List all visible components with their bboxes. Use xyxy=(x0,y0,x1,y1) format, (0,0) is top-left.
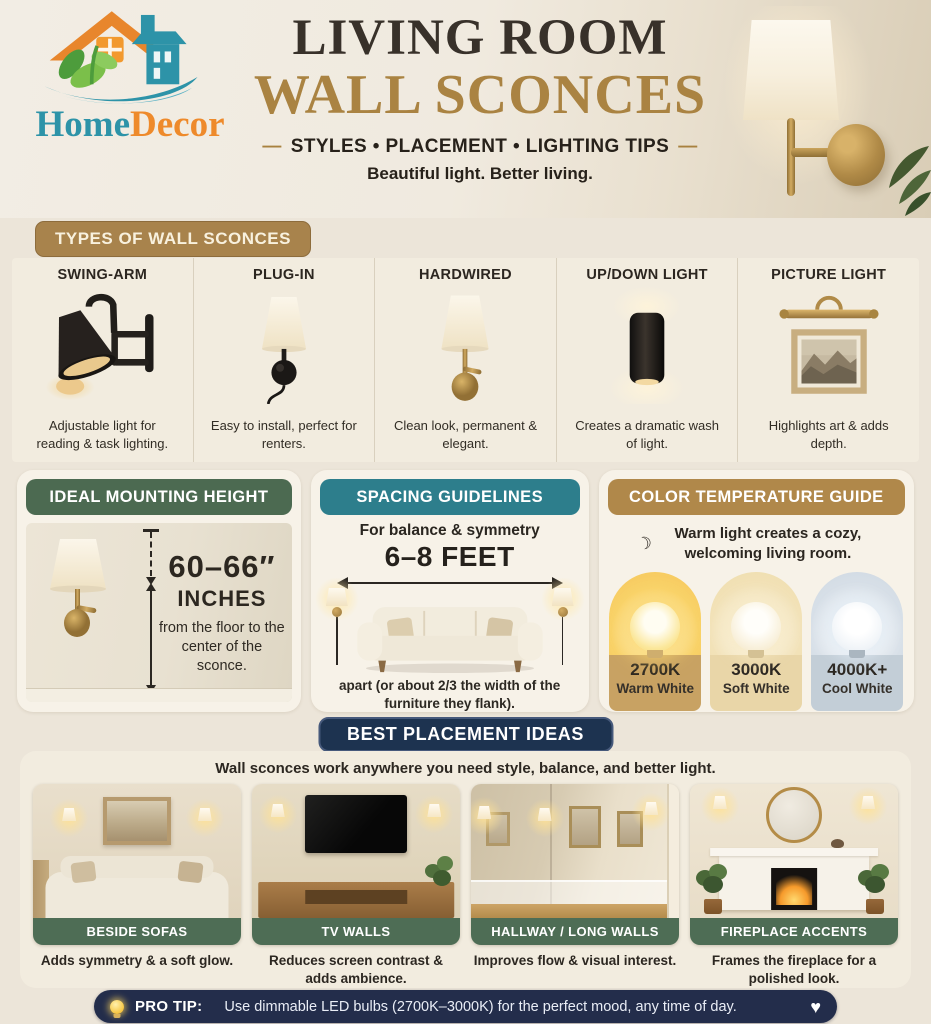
wall-sconce-icon xyxy=(271,804,285,817)
spacing-desc: apart (or about 2/3 the width of the furniture they flank). xyxy=(339,678,561,711)
mounting-sconce-icon xyxy=(44,535,122,639)
placement-card-sofas xyxy=(33,784,241,987)
type-name: PLUG-IN xyxy=(253,267,315,283)
page-title-line1: LIVING ROOM xyxy=(292,10,668,66)
left-sconce-icon xyxy=(326,588,348,665)
sofa-illustration xyxy=(320,588,580,674)
up-down-sconce-illustration xyxy=(572,285,722,405)
placement-card-tv xyxy=(252,784,460,987)
plant xyxy=(856,862,894,914)
pillow xyxy=(70,861,96,884)
plant xyxy=(694,862,732,914)
fireplace-mantel xyxy=(719,856,869,910)
dash-right: — xyxy=(678,136,698,158)
kelvin-label: Soft White xyxy=(722,681,790,696)
brand-decor-text: Decor xyxy=(130,104,225,145)
measure-dashed-line xyxy=(150,532,152,576)
card-label: HALLWAY / LONG WALLS xyxy=(491,924,659,939)
card-label: TV WALLS xyxy=(321,924,391,939)
wall-sconce-icon xyxy=(427,804,441,817)
soft-white-arch xyxy=(710,572,802,711)
double-arrow xyxy=(347,582,553,584)
picture-light-illustration xyxy=(749,285,909,405)
hardwired-sconce-illustration xyxy=(390,285,540,405)
card-caption: Improves flow & visual interest. xyxy=(473,953,677,968)
types-heading: TYPES OF WALL SCONCES xyxy=(55,229,291,248)
type-card-hardwired xyxy=(375,258,557,462)
homedecor-logo-icon xyxy=(35,4,225,108)
type-name: PICTURE LIGHT xyxy=(771,267,887,283)
placement-card-hallway xyxy=(471,784,679,987)
warm-lightbulb-icon xyxy=(630,602,680,652)
cool-lightbulb-icon xyxy=(832,602,882,652)
title-block xyxy=(245,12,715,184)
card-tv-walls xyxy=(252,784,460,945)
type-card-picture-light xyxy=(738,258,919,462)
mounting-heading-badge xyxy=(26,479,292,515)
spacing-body xyxy=(320,522,580,712)
tv-walls-photo xyxy=(252,784,460,918)
spacing-heading: SPACING GUIDELINES xyxy=(356,487,543,506)
wall-sconce-icon xyxy=(62,808,76,821)
type-desc: Easy to install, perfect for renters. xyxy=(210,418,357,451)
placement-cards xyxy=(20,777,911,987)
spacing-value: 6–8 FEET xyxy=(384,541,515,572)
right-sconce-icon xyxy=(552,588,574,665)
wainscoting xyxy=(471,880,679,904)
wall-sconce-icon xyxy=(644,802,658,815)
hero-sconce-photo xyxy=(715,6,895,214)
firebox xyxy=(771,868,817,910)
card-label-bar xyxy=(471,918,679,945)
spacing-panel xyxy=(311,470,589,712)
bulb-arches xyxy=(608,572,905,711)
spacing-heading-badge xyxy=(320,479,580,515)
card-fireplace xyxy=(690,784,898,945)
type-name: HARDWIRED xyxy=(419,267,512,283)
wood-floor xyxy=(471,904,679,918)
types-section xyxy=(12,258,919,462)
kelvin-label: Warm White xyxy=(616,681,695,696)
type-card-up-down xyxy=(557,258,739,462)
card-beside-sofas xyxy=(33,784,241,945)
soft-label-strip xyxy=(710,655,802,711)
fireplace-photo xyxy=(690,784,898,918)
color-temp-heading-badge xyxy=(608,479,905,515)
brand-wordmark xyxy=(10,106,250,143)
soft-lightbulb-icon xyxy=(731,602,781,652)
hallway-photo xyxy=(471,784,679,918)
placement-heading: BEST PLACEMENT IDEAS xyxy=(346,724,585,744)
kelvin-label: Cool White xyxy=(822,681,893,696)
guides-row xyxy=(17,470,914,712)
color-temp-intro: Warm light creates a cozy, welcoming living room. xyxy=(674,525,862,562)
warm-white-arch xyxy=(609,572,701,711)
card-caption: Adds symmetry & a soft glow. xyxy=(40,953,234,968)
card-label: BESIDE SOFAS xyxy=(86,924,188,939)
mounting-height-panel xyxy=(17,470,301,712)
measure-arrow-bottom xyxy=(146,685,156,693)
card-label-bar xyxy=(33,918,241,945)
framed-art xyxy=(569,806,601,848)
mounting-illustration xyxy=(26,523,292,702)
color-temp-intro-row xyxy=(608,524,905,563)
plant xyxy=(423,852,457,892)
measure-arrow-up xyxy=(146,583,156,591)
card-label-bar xyxy=(252,918,460,945)
sconce-stem xyxy=(787,118,795,196)
plant-leaves-icon xyxy=(871,140,931,218)
color-temp-heading: COLOR TEMPERATURE GUIDE xyxy=(629,487,884,506)
warm-label-strip xyxy=(609,655,701,711)
brand-home-text: Home xyxy=(35,104,131,145)
type-name: UP/DOWN LIGHT xyxy=(586,267,708,283)
type-desc: Clean look, permanent & elegant. xyxy=(393,418,538,451)
card-caption: Reduces screen contrast & adds ambience. xyxy=(268,953,444,986)
swing-arm-sconce-illustration xyxy=(27,285,177,405)
subtitle-text: STYLES • PLACEMENT • LIGHTING TIPS xyxy=(290,136,670,158)
placement-intro: Wall sconces work anywhere you need style, balance, and better light. xyxy=(215,760,716,777)
sofa xyxy=(45,872,228,918)
header xyxy=(0,0,931,218)
card-caption: Frames the fireplace for a polished look. xyxy=(711,953,877,986)
type-name: SWING-ARM xyxy=(57,267,148,283)
cool-white-arch xyxy=(811,572,903,711)
mounting-desc: from the floor to the center of the sconce. xyxy=(159,620,285,675)
kelvin-value: 3000K xyxy=(731,660,782,679)
subtitle xyxy=(245,136,715,158)
dash-left: — xyxy=(262,136,282,158)
cool-label-strip xyxy=(811,655,903,711)
placement-heading-badge xyxy=(318,717,613,752)
pro-tip-label: PRO TIP: xyxy=(135,998,203,1015)
wall-sconce-icon xyxy=(861,796,875,809)
placement-card-fireplace xyxy=(690,784,898,987)
brand-logo xyxy=(10,4,250,143)
spacing-intro: For balance & symmetry xyxy=(359,522,540,539)
plug-in-sconce-illustration xyxy=(209,285,359,405)
sconce-shade xyxy=(743,20,839,120)
round-mirror xyxy=(766,787,822,843)
mounting-text xyxy=(156,549,288,676)
lightbulb-icon xyxy=(110,1000,124,1014)
wall-sconce-icon xyxy=(538,808,552,821)
kelvin-value: 4000K+ xyxy=(827,660,888,679)
type-desc: Creates a dramatic wash of light. xyxy=(575,418,719,451)
beside-sofas-photo xyxy=(33,784,241,918)
placement-section xyxy=(20,751,911,988)
tv-screen xyxy=(305,795,407,853)
type-card-plug-in xyxy=(194,258,376,462)
pro-tip-text: Use dimmable LED bulbs (2700K–3000K) for the perfect mood, any time of day. xyxy=(224,998,737,1015)
type-card-swing-arm xyxy=(12,258,194,462)
pillow xyxy=(178,861,204,884)
framed-art xyxy=(103,797,171,845)
tagline: Beautiful light. Better living. xyxy=(367,164,593,184)
teapot xyxy=(831,839,844,848)
kelvin-value: 2700K xyxy=(630,660,681,679)
type-desc: Adjustable light for reading & task lighting. xyxy=(36,418,169,451)
wall-sconce-icon xyxy=(713,796,727,809)
types-heading-badge xyxy=(35,221,311,257)
wall-sconce-icon xyxy=(198,808,212,821)
pro-tip-bar xyxy=(94,990,837,1023)
card-hallway xyxy=(471,784,679,945)
color-temperature-panel xyxy=(599,470,914,712)
card-label: FIREPLACE ACCENTS xyxy=(720,924,868,939)
measure-solid-line xyxy=(150,591,152,686)
type-desc: Highlights art & adds depth. xyxy=(768,418,889,451)
mounting-heading: IDEAL MOUNTING HEIGHT xyxy=(49,487,269,506)
sofa-icon xyxy=(347,588,553,674)
mounting-unit: INCHES xyxy=(177,586,267,611)
heart-icon: ♥ xyxy=(810,996,821,1017)
mounting-value: 60–66″ xyxy=(168,549,276,584)
page-title-line2: WALL SCONCES xyxy=(253,64,707,127)
crescent-icon: ☽ xyxy=(634,531,655,555)
card-label-bar xyxy=(690,918,898,945)
wall-sconce-icon xyxy=(477,806,491,819)
